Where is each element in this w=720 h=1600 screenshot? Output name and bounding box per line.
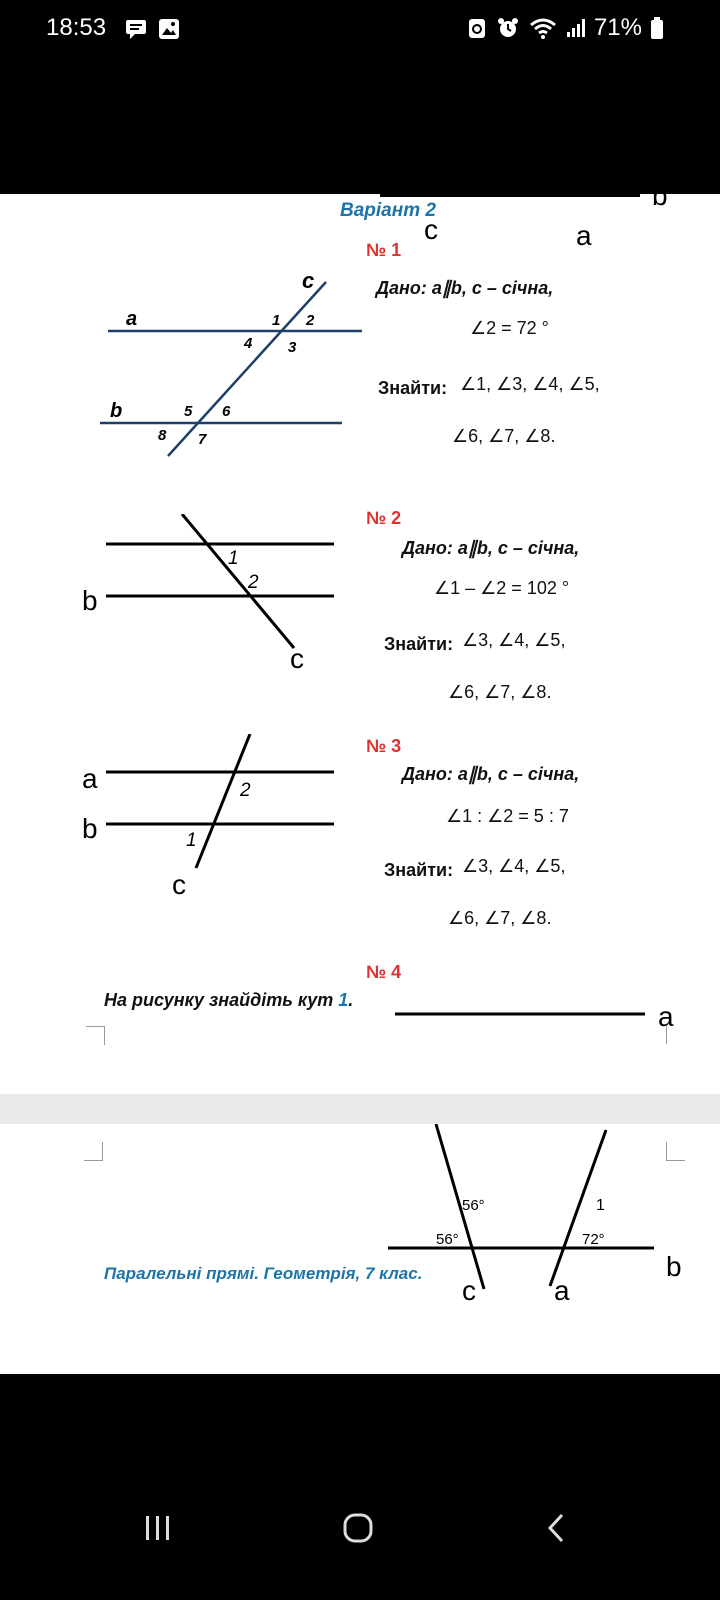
problem-2-find-label: Знайти: <box>384 634 454 654</box>
problem-3-find-line1: ∠3, ∠4, ∠5, <box>462 856 566 876</box>
fig4-angle-1: 1 <box>596 1197 605 1214</box>
fig2-label-b: b <box>82 585 98 616</box>
problem-4-figure <box>384 1124 704 1304</box>
problem-2-given: Дано: a∥b, c – січна, <box>402 538 580 558</box>
signal-icon <box>566 17 586 39</box>
sync-icon <box>466 16 488 40</box>
problem-3-given: Дано: a∥b, c – січна, <box>402 764 580 784</box>
problem-4-top-line <box>390 994 690 1034</box>
fig3-label-a: a <box>82 763 98 794</box>
problem-2-equation: ∠1 – ∠2 = 102 ° <box>434 578 570 598</box>
problem-1-given: Дано: a∥b, c – січна, <box>376 278 554 298</box>
problem-4-question: На рисунку знайдіть кут <box>104 990 334 1010</box>
problem-1-find-label: Знайти: <box>378 378 448 398</box>
fig1-label-a: a <box>126 308 138 330</box>
problem-2-figure <box>80 514 380 694</box>
problem-3-number: № 3 <box>366 736 402 756</box>
problem-3-find-line2: ∠6, ∠7, ∠8. <box>448 908 552 928</box>
navigation-bar <box>0 1480 720 1600</box>
recents-button[interactable] <box>140 1510 176 1551</box>
problem-4-number: № 4 <box>366 962 402 982</box>
status-bar <box>0 0 720 60</box>
fig4-label-b: b <box>666 1251 682 1282</box>
fig1-angle-1: 1 <box>272 312 281 329</box>
problem-2-find-line1: ∠3, ∠4, ∠5, <box>462 630 566 650</box>
top-label-a: a <box>576 220 592 251</box>
problem-3-figure <box>80 734 380 914</box>
page-corner-mark <box>84 1142 103 1161</box>
problem-4-period: . <box>348 990 354 1010</box>
fig4-line-label-a: a <box>658 1001 674 1032</box>
document-footer: Паралельні прямі. Геометрія, 7 клас. <box>104 1264 423 1283</box>
fig1-angle-2: 2 <box>306 312 315 329</box>
document-page-2 <box>0 1124 720 1374</box>
fig2-label-c: c <box>290 643 304 674</box>
fig3-angle-1: 1 <box>186 830 197 851</box>
document-page <box>0 180 720 1094</box>
fig3-label-c: c <box>172 869 186 900</box>
fig1-angle-8: 8 <box>158 427 167 444</box>
problem-1-equation: ∠2 = 72 ° <box>470 318 549 338</box>
fig2-angle-1: 1 <box>228 548 239 569</box>
image-icon <box>158 18 180 40</box>
top-label-b: b <box>652 180 668 211</box>
fig4-angle-72: 72° <box>582 1231 605 1248</box>
page-separator <box>0 1094 720 1124</box>
fig1-label-b: b <box>110 400 123 422</box>
wifi-icon <box>528 16 558 40</box>
fig1-angle-4: 4 <box>244 335 253 352</box>
fig4-angle-56-bottom: 56° <box>436 1231 459 1248</box>
problem-2-number: № 2 <box>366 508 402 528</box>
message-icon <box>124 18 148 40</box>
back-button[interactable] <box>540 1510 576 1551</box>
clock: 18:53 <box>46 14 107 41</box>
page-corner-mark <box>86 1026 105 1045</box>
problem-1-find-line2: ∠6, ∠7, ∠8. <box>452 426 556 446</box>
top-label-c: c <box>424 214 438 245</box>
alarm-icon <box>496 16 520 40</box>
problem-3-equation: ∠1 : ∠2 = 5 : 7 <box>446 806 569 826</box>
variant-title: Варіант 2 <box>340 200 436 221</box>
fig2-angle-2: 2 <box>248 572 259 593</box>
battery-icon <box>650 16 664 40</box>
fig3-angle-2: 2 <box>240 780 251 801</box>
fig4-label-a: a <box>554 1275 570 1304</box>
fig1-angle-6: 6 <box>222 403 231 420</box>
problem-1-number: № 1 <box>366 240 402 260</box>
page-corner-mark-right <box>666 1026 667 1044</box>
fig1-label-c: c <box>302 268 315 293</box>
back-icon <box>540 1510 576 1546</box>
problem-1-find-line1: ∠1, ∠3, ∠4, ∠5, <box>460 374 600 394</box>
problem-2-find-line2: ∠6, ∠7, ∠8. <box>448 682 552 702</box>
fig1-angle-5: 5 <box>184 403 193 420</box>
home-icon <box>340 1510 376 1546</box>
home-button[interactable] <box>340 1510 376 1551</box>
problem-3-find-label: Знайти: <box>384 860 454 880</box>
fig4-label-c: c <box>462 1275 476 1304</box>
battery-percent: 71% <box>593 14 642 41</box>
problem-4-text <box>104 990 353 1011</box>
problem-4-angle-number: 1 <box>338 990 349 1010</box>
fig4-angle-56-top: 56° <box>462 1197 485 1214</box>
recents-icon <box>140 1510 176 1546</box>
fig3-label-b: b <box>82 813 98 844</box>
fig1-angle-7: 7 <box>198 431 207 448</box>
fig1-angle-3: 3 <box>288 339 297 356</box>
